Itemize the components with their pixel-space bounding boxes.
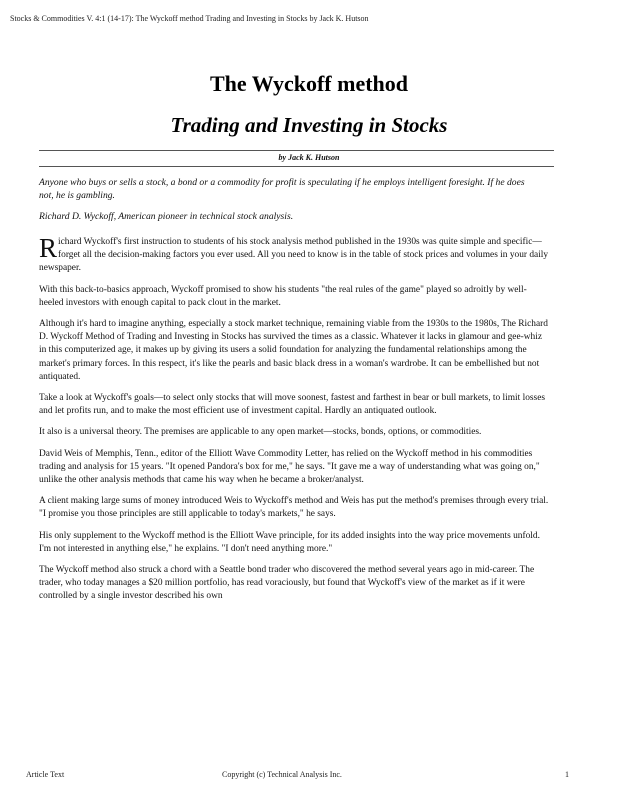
body-paragraph-6: David Weis of Memphis, Tenn., editor of the Elliott Wave Commodity Letter, has relied on the Wyckoff method in his commodities trading and analysis for 15 years. "It opened Pandora's box for me," he says. "It gave me a way of understanding what was going on," unlike the other analysis methods that came his way when he became a broker/analyst. [39, 448, 540, 486]
body-paragraph-8: His only supplement to the Wyckoff method is the Elliott Wave principle, for its added insights into the way price movements unfold. I'm not interested in anything else," he explains. "I don't need anything more." [39, 530, 540, 554]
body-paragraph-4: Take a look at Wyckoff's goals—to select only stocks that will move soonest, fastest and farthest in bear or bull markets, to limit losses and let profits run, and to make the most efficient use of investment capital. Hardly an antiquated outlook. [39, 393, 546, 417]
page-number: 1 [565, 770, 569, 779]
body-paragraph-text: ichard Wyckoff's first instruction to students of his stock analysis method published in the 1930s was quite simple and specific—forget all the decision-making factors you ever used. All you need to know is in the table of stock prices and volumes in your daily newspaper. [39, 237, 549, 274]
running-header: Stocks & Commodities V. 4:1 (14-17): The Wyckoff method Trading and Investing in Stocks by Jack K. Hutson [10, 14, 369, 23]
byline-rule-bottom [39, 166, 554, 167]
body-paragraph-9: The Wyckoff method also struck a chord with a Seattle bond trader who discovered the method several years ago in mid-career. The trader, who today manages a $20 million portfolio, has read voraciously, but found that Wyckoff's view of the market as if it were controlled by a single investor described his own [39, 565, 535, 602]
body-paragraph-5: It also is a universal theory. The premises are applicable to any open market—stocks, bonds, options, or commodities. [39, 427, 482, 438]
footer-copyright: Copyright (c) Technical Analysis Inc. [222, 770, 342, 779]
epigraph-quote: Anyone who buys or sells a stock, a bond or a commodity for profit is speculating if he employs intelligent foresight. If he does not, he is gambling. [39, 177, 525, 201]
body-paragraph-1 [39, 233, 551, 276]
epigraph-attribution: Richard D. Wyckoff, American pioneer in technical stock analysis. [39, 211, 294, 222]
article-subtitle: Trading and Investing in Stocks [170, 113, 448, 137]
drop-cap: R [39, 233, 58, 263]
body-paragraph-3: Although it's hard to imagine anything, especially a stock market technique, remaining viable from the 1930s to the 1980s, The Richard D. Wyckoff Method of Trading and Investing in Stocks has survived the times as a classic. Whatever it lacks in glamour and gee-whiz in this computerized age, it makes up by giving its users a solid foundation for analyzing the fundamental relationships among the market's primary forces. In this respect, it's like the pearls and basic black dress in a woman's wardrobe. It can be embellished but not antiquated. [39, 319, 548, 382]
body-paragraph-7: A client making large sums of money introduced Weis to Wyckoff's method and Weis has put the method's premises through every trial. "I promise you those principles are still applicable to today's markets," he says. [39, 496, 549, 520]
byline: by Jack K. Hutson [278, 153, 340, 162]
article-body [39, 233, 551, 612]
body-paragraph-2: With this back-to-basics approach, Wyckoff promised to show his students "the real rules of the game" played so adroitly by well-heeled investors with enough capital to pack clout in the market. [39, 284, 527, 308]
footer-label: Article Text [26, 770, 65, 779]
byline-rule-top [39, 150, 554, 151]
article-title: The Wyckoff method [210, 71, 408, 96]
